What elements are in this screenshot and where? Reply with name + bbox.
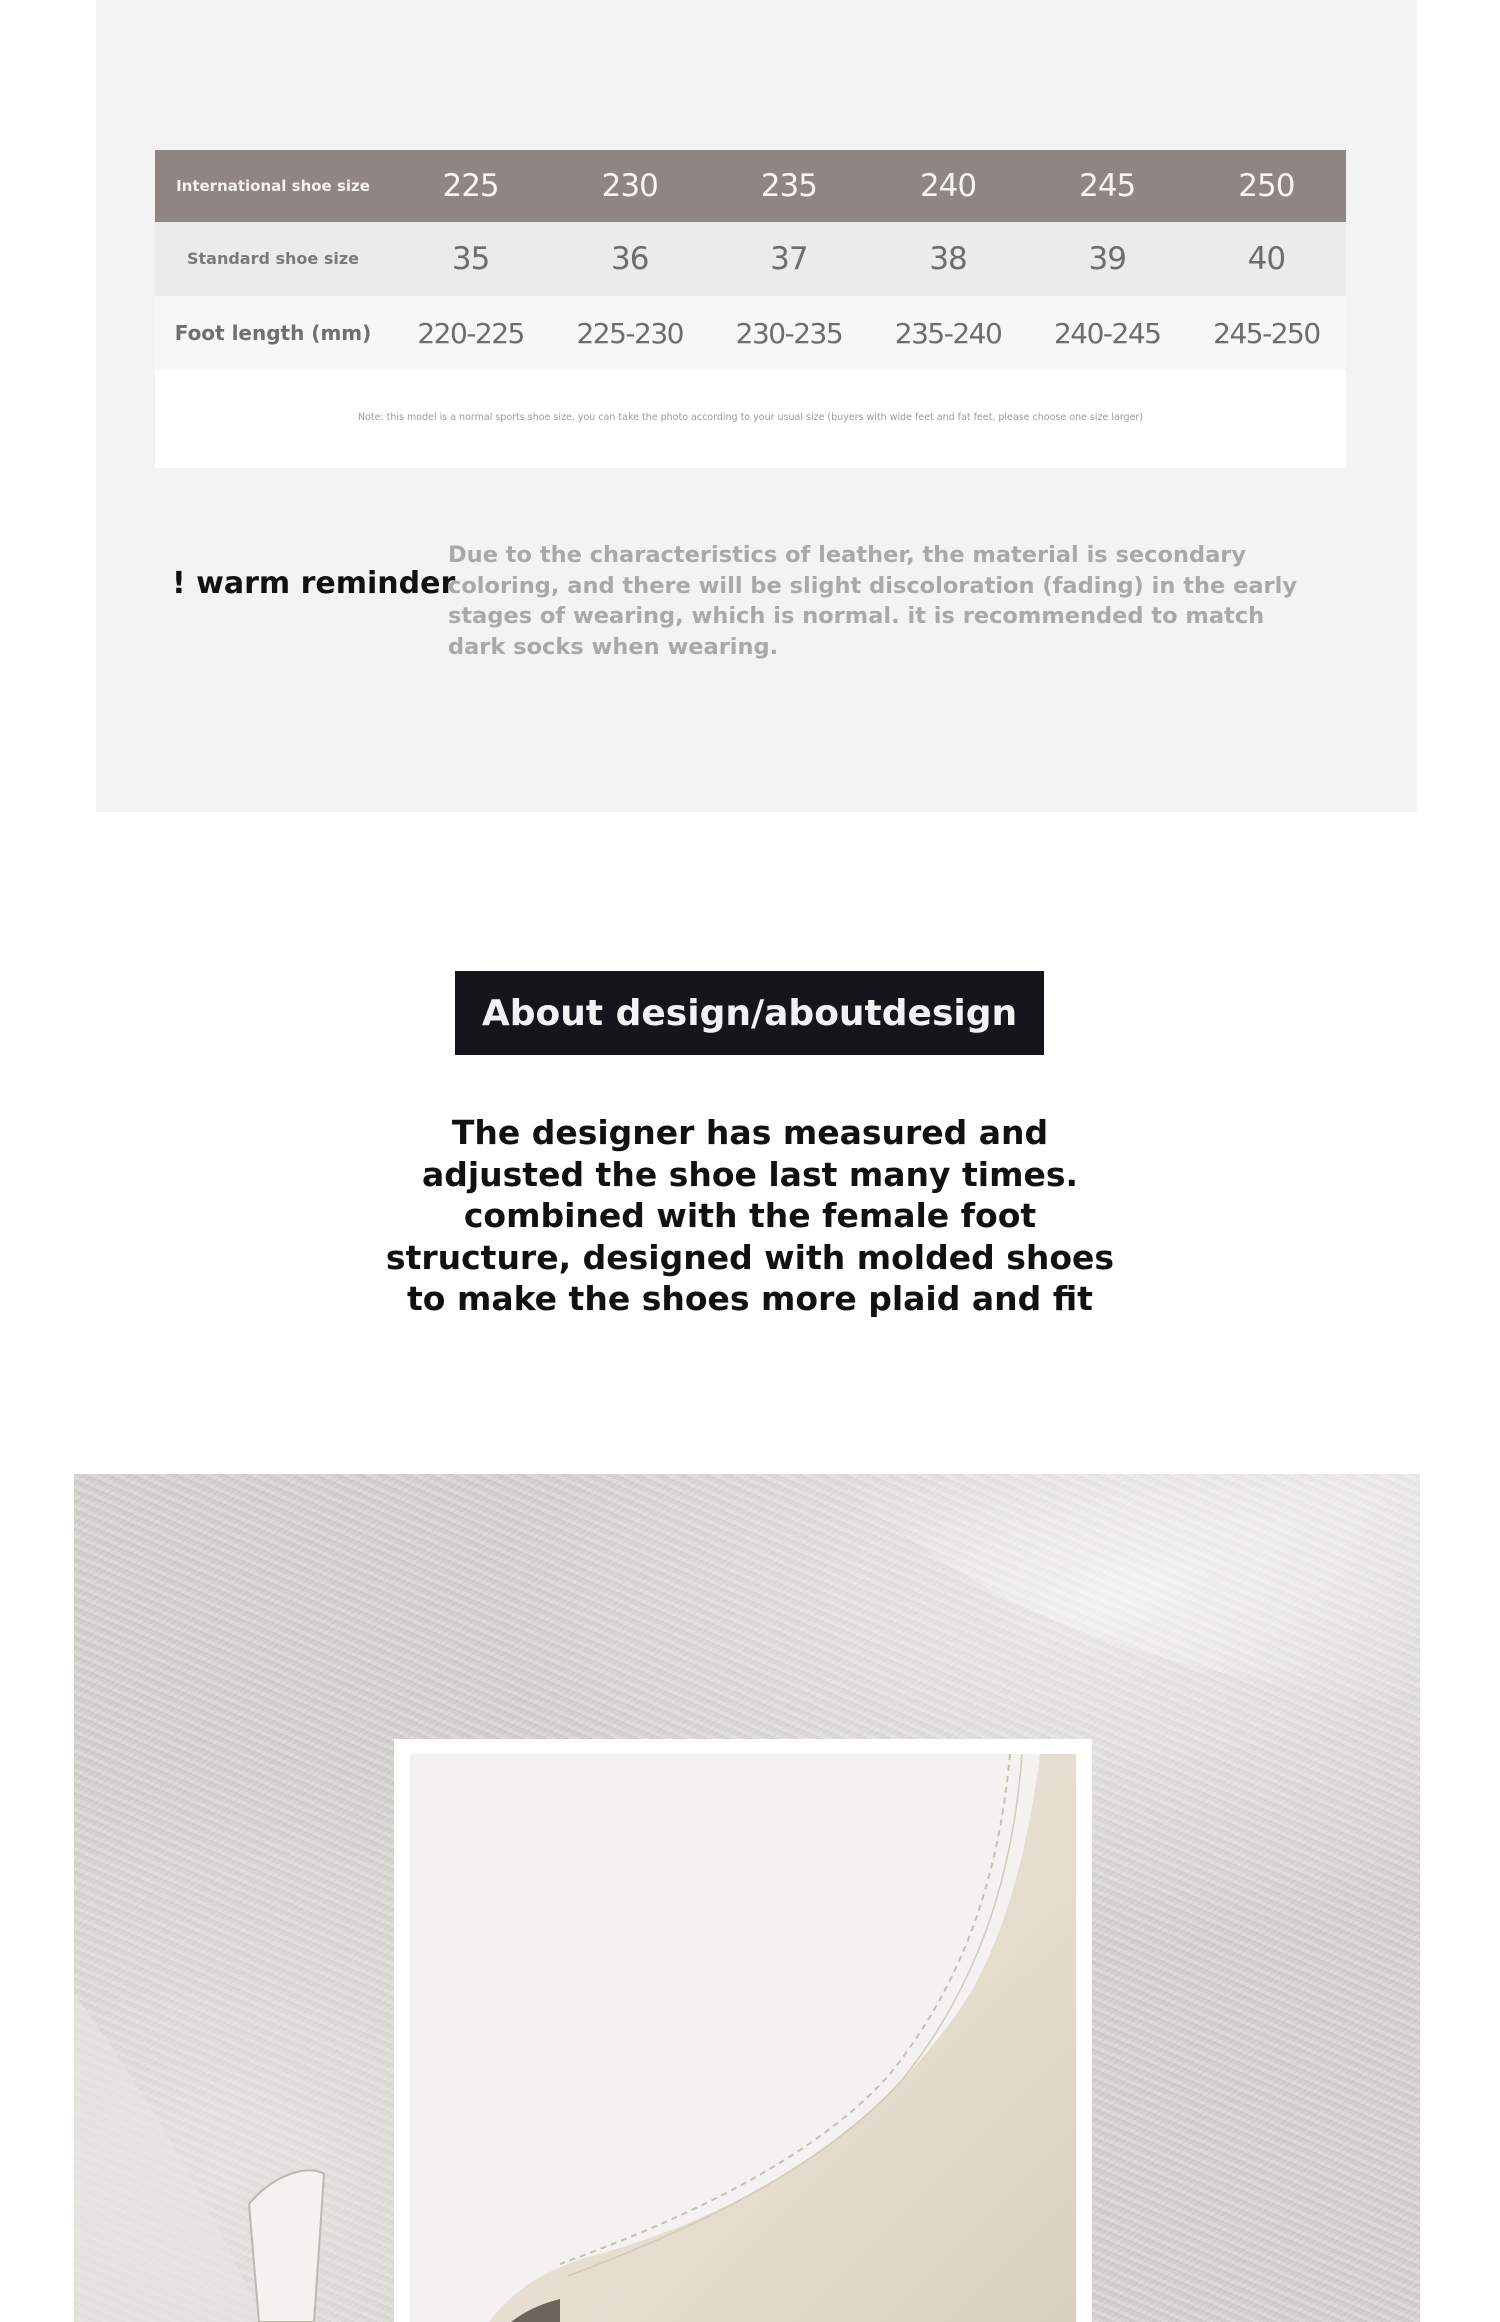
leather-texture-photo: [74, 1474, 1420, 2322]
design-description: The designer has measured and adjusted the shoe last many times. combined with the female foot structure, designed with molded shoes to make the shoes more plaid and fit: [385, 1113, 1115, 1318]
table-cell: 230-235: [735, 316, 843, 350]
size-note: Note: this model is a normal sports shoe size, you can take the photo according to your usual size (buyers with wide feet and fat feet, please choose one size larger): [357, 412, 1144, 423]
table-cell: 39: [1088, 241, 1126, 277]
header-size-225: 225: [442, 168, 499, 204]
table-cell: 220-225: [417, 316, 524, 350]
table-cell: 235-240: [894, 316, 1002, 350]
header-size-240: 240: [919, 168, 977, 204]
table-cell: 225-230: [576, 316, 683, 350]
table-cell: 36: [611, 241, 649, 277]
header-size-230: 230: [601, 168, 658, 204]
boot-closeup-photo: [410, 1754, 1076, 2322]
header-size-235: 235: [760, 168, 817, 204]
table-row: [155, 296, 1346, 370]
table-header-row: [155, 150, 1346, 222]
table-cell: 37: [770, 241, 808, 277]
table-cell: 35: [451, 241, 490, 277]
row-label-foot-length: Foot length (mm): [174, 321, 372, 345]
header-size-245: 245: [1079, 168, 1136, 204]
table-cell: 245-250: [1213, 316, 1320, 350]
table-cell: 240-245: [1053, 316, 1161, 350]
design-section-banner: [455, 971, 1044, 1055]
header-size-250: 250: [1238, 168, 1295, 204]
table-cell: 40: [1247, 241, 1286, 277]
reminder-text: Due to the characteristics of leather, the material is secondary coloring, and there will be slight discoloration (fading) in the early stages of wearing, which is normal. it is recommended to match dark socks when wearing.: [448, 542, 1298, 660]
size-chart-panel: [96, 0, 1417, 812]
header-label: International shoe size: [176, 177, 370, 195]
design-banner-label: About design/aboutdesign: [481, 992, 1018, 1034]
size-table: [155, 150, 1346, 370]
reminder-title: ! warm reminder: [172, 566, 456, 601]
table-row: [155, 222, 1346, 296]
boot-illustration: [410, 1754, 1076, 2322]
table-cell: 38: [929, 241, 967, 277]
row-label-standard-size: Standard shoe size: [186, 249, 360, 268]
size-note-box: [155, 370, 1346, 468]
